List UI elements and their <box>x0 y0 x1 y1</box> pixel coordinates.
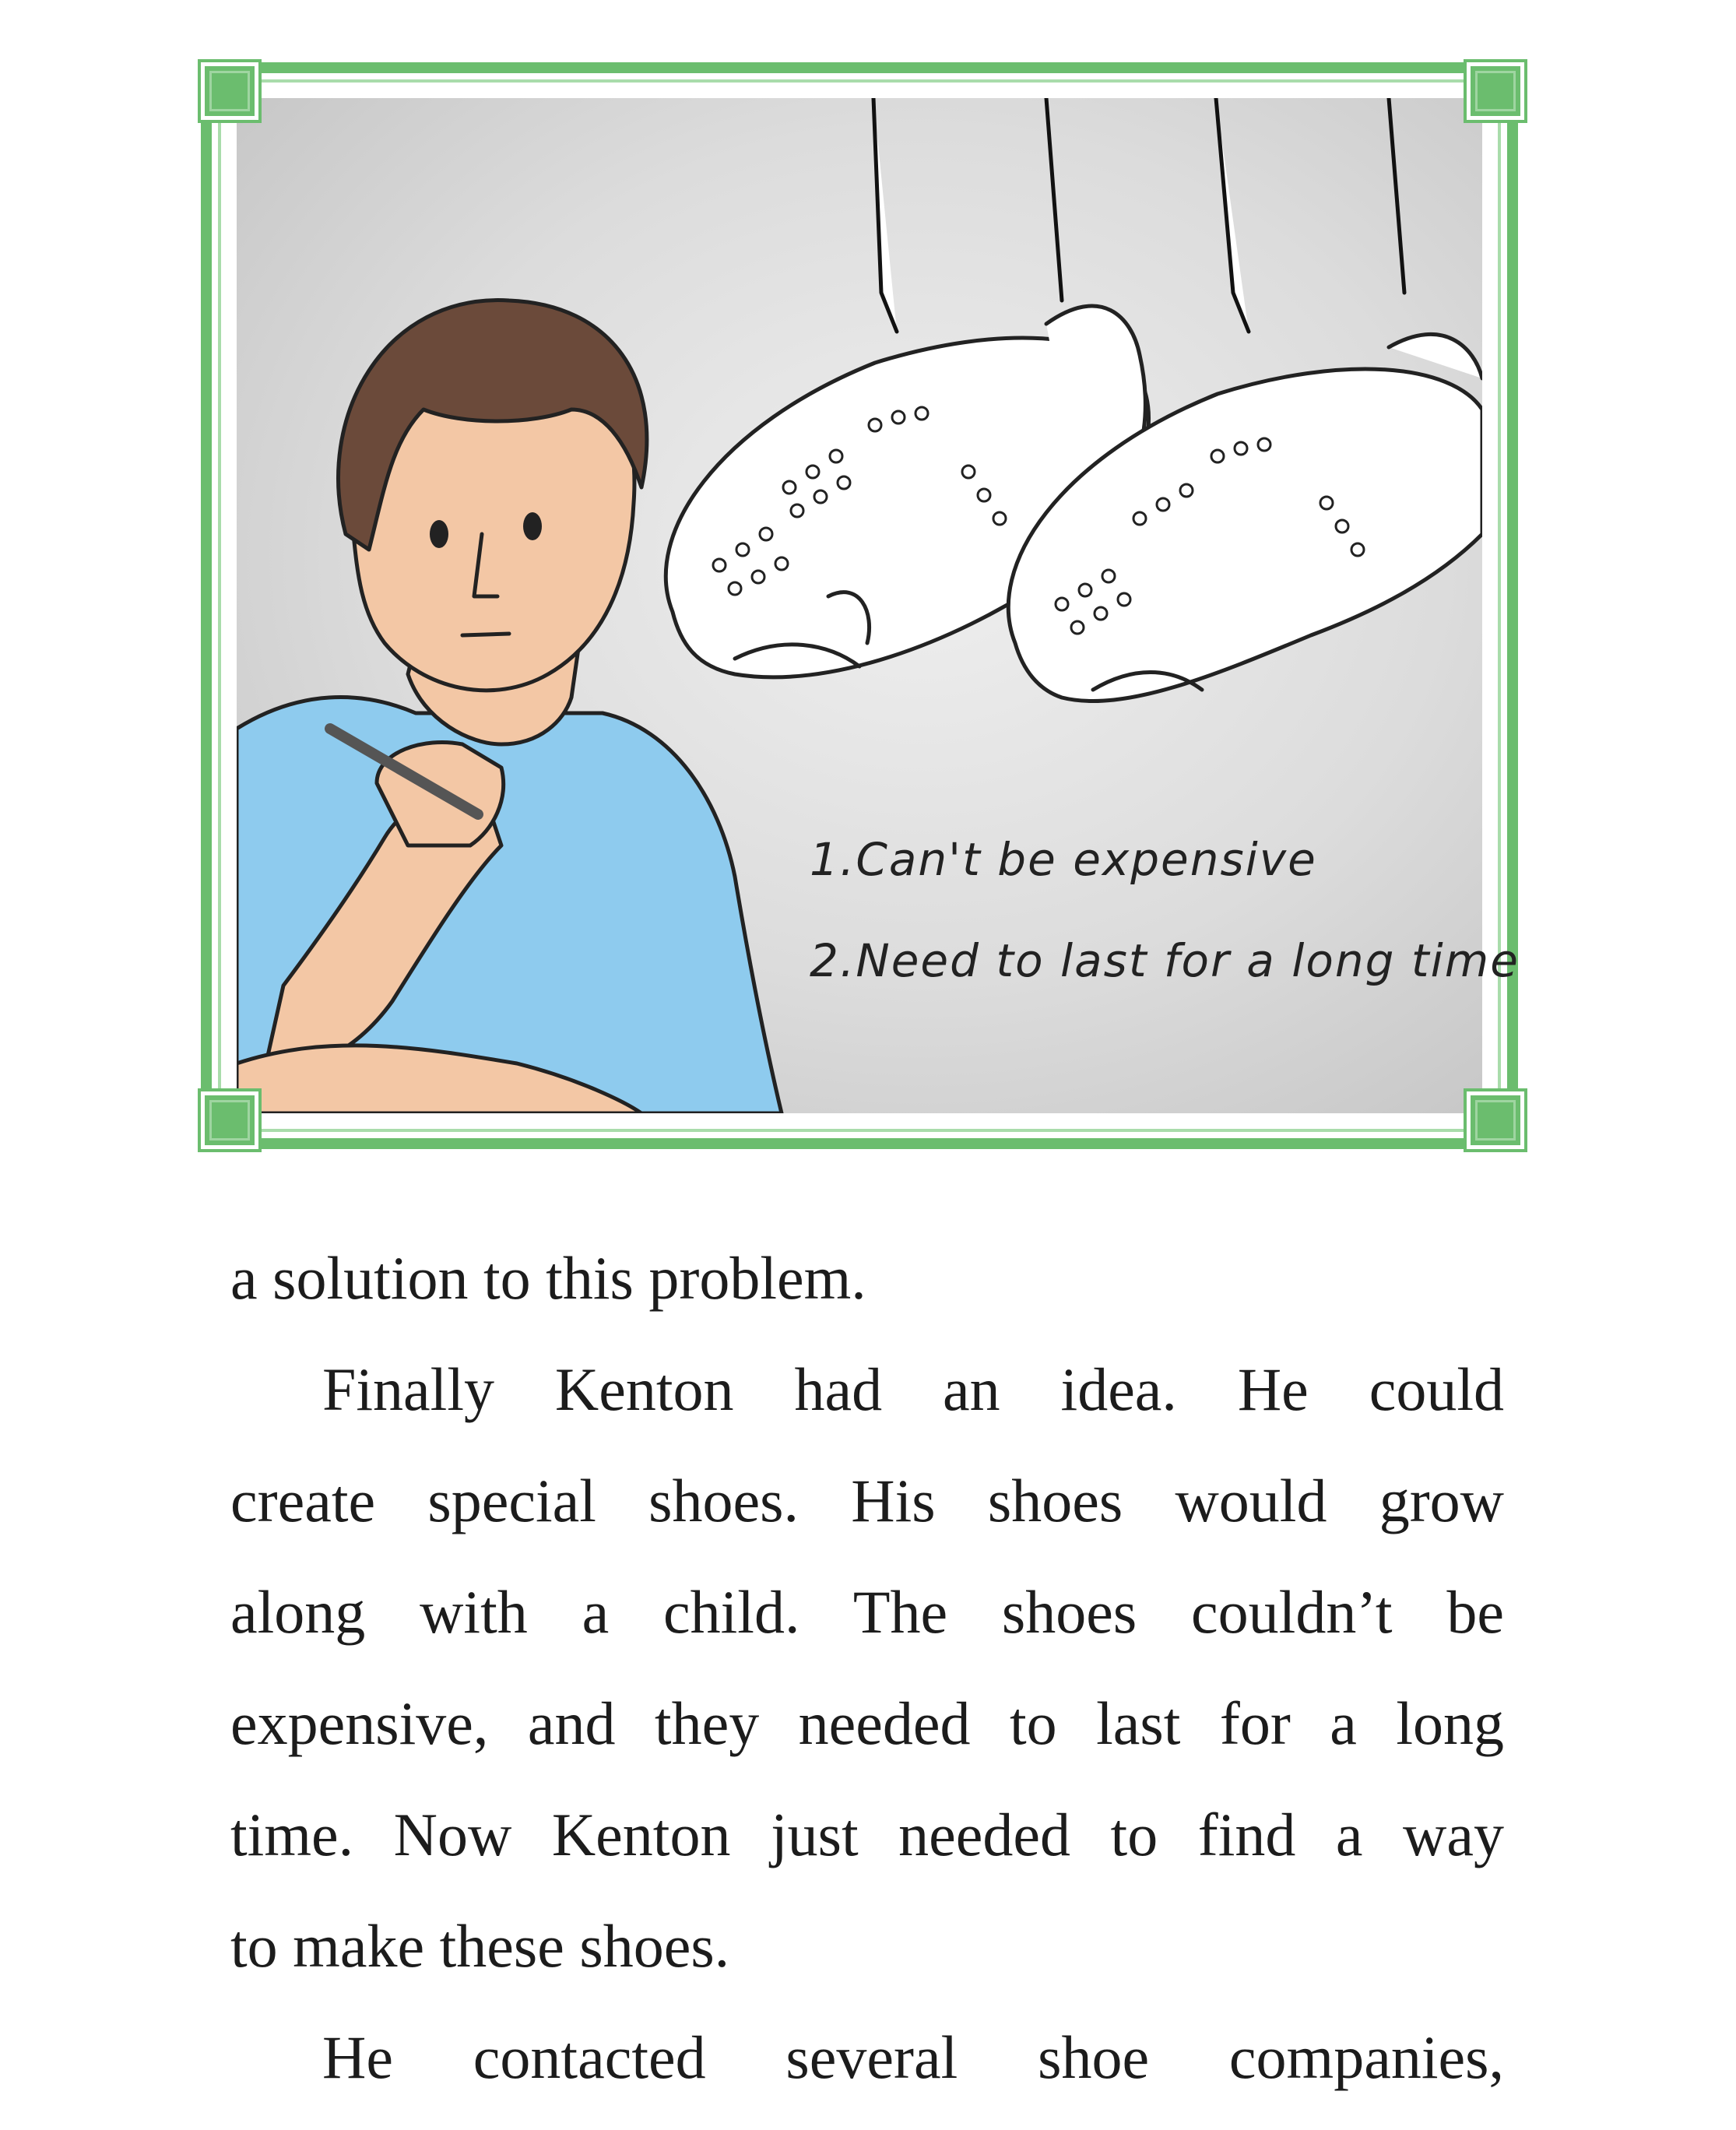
note-1: 1.Can't be expensive <box>810 833 1317 886</box>
text-line: expensive, and they needed to last for a long <box>230 1689 1504 1757</box>
text-line: a solution to this problem. <box>230 1244 866 1312</box>
paragraph-3 <box>230 2002 1504 2113</box>
text-line: to make these shoes. <box>230 1912 730 1980</box>
text-line: time. Now Kenton just needed to find a way <box>230 1801 1504 1868</box>
right-eye <box>523 512 542 540</box>
frame-corner-top-right <box>1467 62 1524 120</box>
paragraph-1 <box>230 1222 1504 1334</box>
left-eye <box>430 520 448 548</box>
paragraph-2 <box>230 1334 1504 2002</box>
frame-corner-bottom-right <box>1467 1091 1524 1149</box>
frame-corner-bottom-left <box>201 1091 258 1149</box>
mouth <box>462 634 509 635</box>
text-line: Finally Kenton had an idea. He could <box>322 1355 1504 1423</box>
frame-corner-top-left <box>201 62 258 120</box>
text-line: along with a child. The shoes couldn’t be <box>230 1578 1504 1646</box>
story-text <box>230 1222 1504 2113</box>
note-2: 2.Need to last for a long time <box>810 934 1520 987</box>
text-line: create special shoes. His shoes would grow <box>230 1467 1504 1534</box>
text-line: He contacted several shoe companies, <box>322 2023 1504 2091</box>
